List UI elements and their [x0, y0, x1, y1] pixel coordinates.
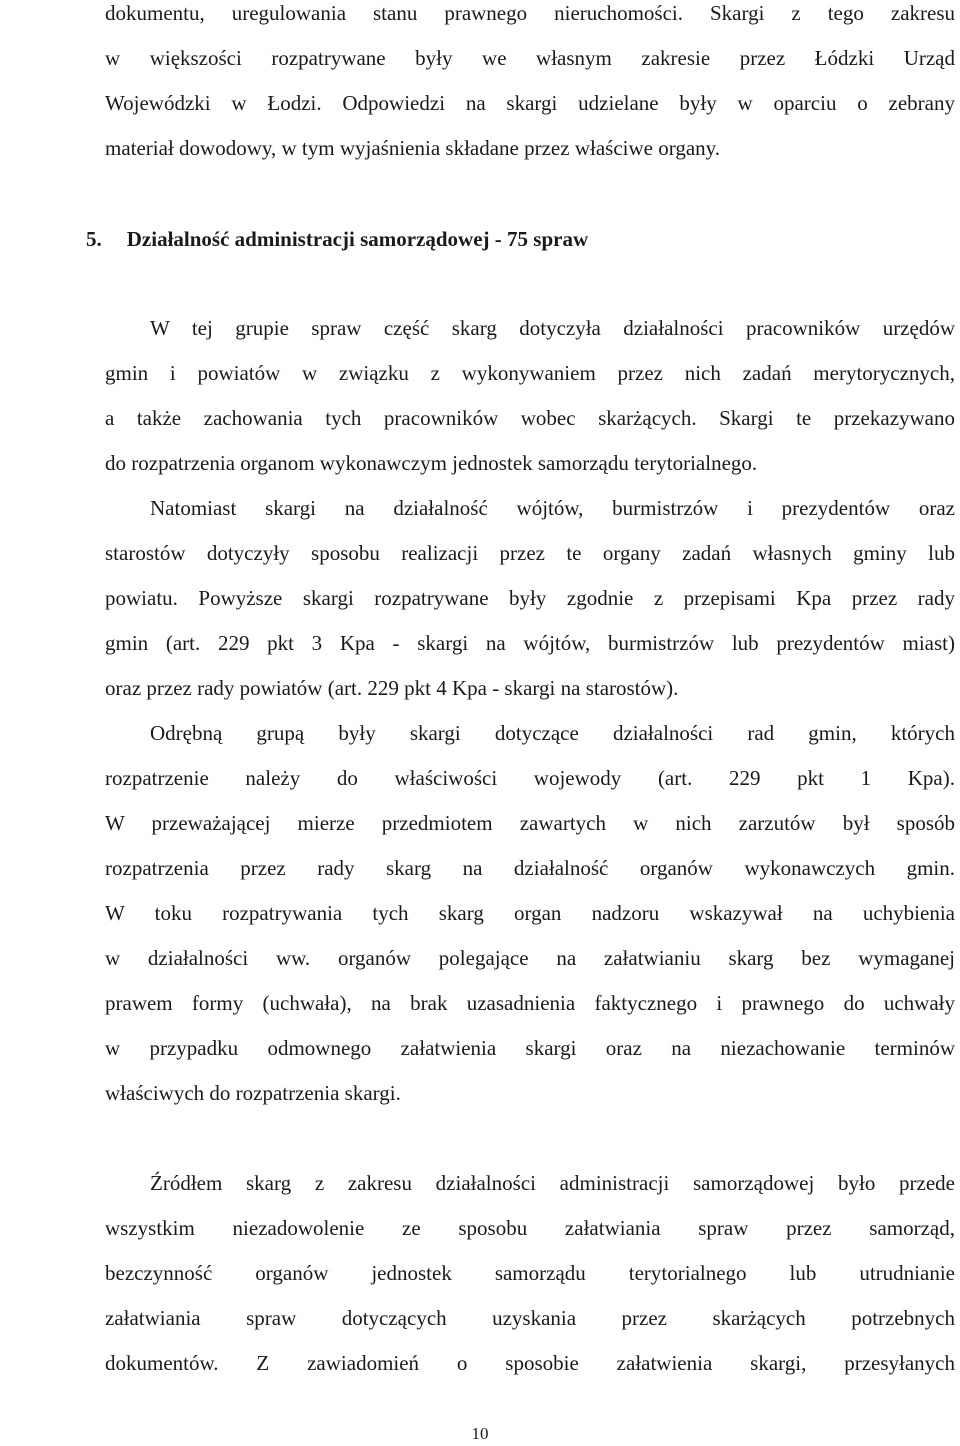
text-line: oraz przez rady powiatów (art. 229 pkt 4 Kpa - skargi na starostów). — [105, 676, 679, 700]
text-line: gmin i powiatów w związku z wykonywaniem przez nich zadań merytorycznych, — [105, 361, 955, 385]
text-line: prawem formy (uchwała), na brak uzasadnienia faktycznego i prawnego do uchwały — [105, 991, 955, 1015]
section-heading — [86, 224, 936, 254]
text-line: gmin (art. 229 pkt 3 Kpa - skargi na wójtów, burmistrzów lub prezydentów miast) — [105, 631, 955, 655]
text-line: Natomiast skargi na działalność wójtów, burmistrzów i prezydentów oraz — [150, 496, 955, 520]
text-line: w większości rozpatrywane były we własnym zakresie przez Łódzki Urząd — [105, 46, 955, 70]
text-line: właściwych do rozpatrzenia skargi. — [105, 1081, 401, 1105]
section-title: Działalność administracji samorządowej - 75 spraw — [126, 227, 589, 251]
text-line: dokumentu, uregulowania stanu prawnego nieruchomości. Skargi z tego zakresu — [105, 1, 955, 25]
text-line: Odrębną grupą były skargi dotyczące działalności rad gmin, których — [150, 721, 955, 745]
text-line: rozpatrzenie należy do właściwości wojewody (art. 229 pkt 1 Kpa). — [105, 766, 955, 790]
text-line: bezczynność organów jednostek samorządu terytorialnego lub utrudnianie — [105, 1261, 955, 1285]
text-line: w przypadku odmownego załatwienia skargi oraz na niezachowanie terminów — [105, 1036, 955, 1060]
text-line: do rozpatrzenia organom wykonawczym jednostek samorządu terytorialnego. — [105, 451, 758, 475]
text-line: dokumentów. Z zawiadomień o sposobie załatwienia skargi, przesyłanych — [105, 1351, 955, 1375]
text-line: rozpatrzenia przez rady skarg na działalność organów wykonawczych gmin. — [105, 856, 955, 880]
text-line: a także zachowania tych pracowników wobec skarżących. Skargi te przekazywano — [105, 406, 955, 430]
text-line: starostów dotyczyły sposobu realizacji przez te organy zadań własnych gminy lub — [105, 541, 955, 565]
text-line: W tej grupie spraw część skarg dotyczyła działalności pracowników urzędów — [150, 316, 955, 340]
text-line: Źródłem skarg z zakresu działalności administracji samorządowej było przede — [150, 1171, 955, 1195]
text-line: w działalności ww. organów polegające na załatwianiu skarg bez wymaganej — [105, 946, 955, 970]
section-number: 5. — [86, 227, 102, 251]
text-line: wszystkim niezadowolenie ze sposobu załatwiania spraw przez samorząd, — [105, 1216, 955, 1240]
text-line: powiatu. Powyższe skargi rozpatrywane były zgodnie z przepisami Kpa przez rady — [105, 586, 955, 610]
text-line: załatwiania spraw dotyczących uzyskania przez skarżących potrzebnych — [105, 1306, 955, 1330]
page-number: 10 — [471, 1424, 489, 1443]
text-line: materiał dowodowy, w tym wyjaśnienia składane przez właściwe organy. — [105, 136, 721, 160]
text-line: W przeważającej mierze przedmiotem zawartych w nich zarzutów był sposób — [105, 811, 955, 835]
text-line: Wojewódzki w Łodzi. Odpowiedzi na skargi udzielane były w oparciu o zebrany — [105, 91, 955, 115]
text-line: W toku rozpatrywania tych skarg organ nadzoru wskazywał na uchybienia — [105, 901, 955, 925]
